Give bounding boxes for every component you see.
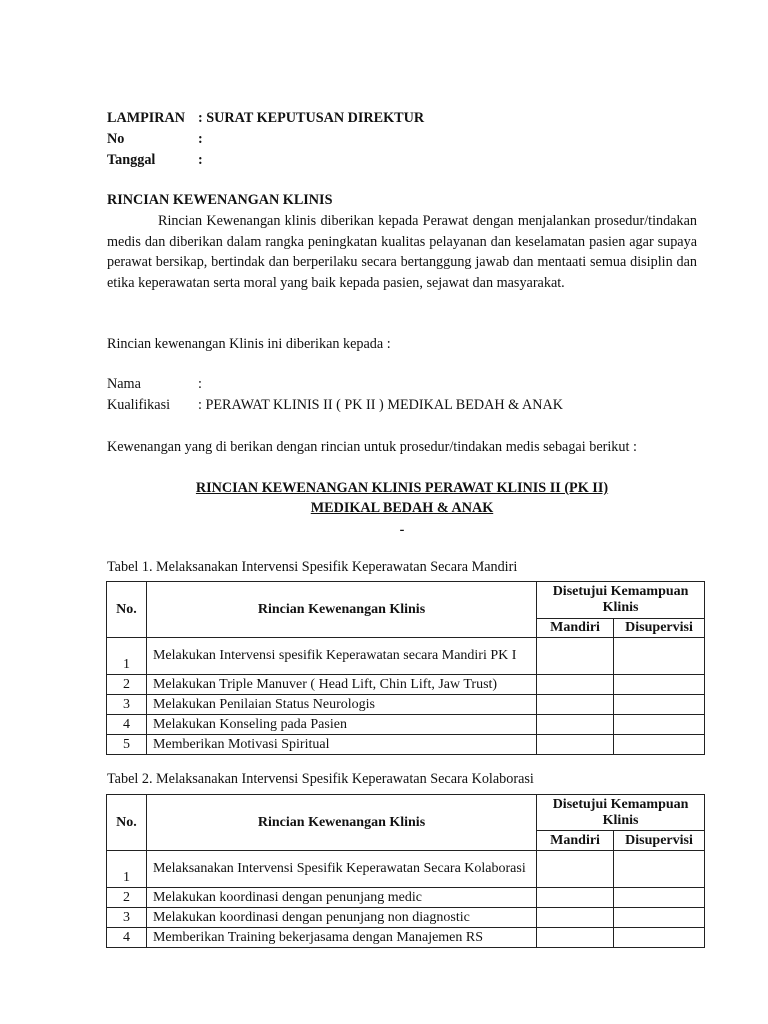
row-text: Melakukan koordinasi dengan penunjang non diagnostic xyxy=(146,908,536,928)
table-row xyxy=(107,675,705,695)
row-number: 1 xyxy=(107,851,147,888)
header-disetujui: Disetujui Kemampuan Klinis xyxy=(537,795,705,831)
disupervisi-cell xyxy=(614,928,705,948)
row-number: 4 xyxy=(107,715,147,735)
table-row xyxy=(107,928,705,948)
mandiri-cell xyxy=(537,695,614,715)
mandiri-cell xyxy=(537,908,614,928)
mandiri-cell xyxy=(537,675,614,695)
lampiran-label: LAMPIRAN xyxy=(107,110,186,126)
disupervisi-cell xyxy=(614,908,705,928)
disupervisi-cell xyxy=(614,888,705,908)
intro-paragraph: Rincian Kewenangan klinis diberikan kepada Perawat dengan menjalankan prosedur/tindakan medis dan diberikan dalam rangka peningkatan kualitas pelayanan dan keselamatan pasien agar supaya perawat bersikap, bertindak dan berperilaku secara bertanggung jawab dan mentaati semua disiplin dan etika keperawatan serta moral yang baik kepada pasien, sejawat dan masyarakat. xyxy=(107,213,697,291)
table1-caption: Tabel 1. Melaksanakan Intervensi Spesifik Keperawatan Secara Mandiri xyxy=(107,559,518,575)
table1 xyxy=(106,581,705,755)
lampiran-value: : SURAT KEPUTUSAN DIREKTUR xyxy=(198,110,425,126)
main-title-line1: RINCIAN KEWENANGAN KLINIS PERAWAT KLINIS II (PK II) xyxy=(195,480,609,496)
tanggal-value: : xyxy=(198,152,203,168)
main-title-line2: MEDIKAL BEDAH & ANAK xyxy=(310,500,494,516)
row-text: Melakukan Intervensi spesifik Keperawatan secara Mandiri PK I xyxy=(146,638,536,675)
main-title-dash: - xyxy=(399,522,405,538)
disupervisi-cell xyxy=(614,715,705,735)
row-number: 4 xyxy=(107,928,147,948)
table-row xyxy=(107,735,705,755)
details-intro: Kewenangan yang di berikan dengan rincian untuk prosedur/tindakan medis sebagai berikut : xyxy=(107,439,637,455)
mandiri-cell xyxy=(537,735,614,755)
header-rincian: Rincian Kewenangan Klinis xyxy=(146,795,536,851)
kualifikasi-label: Kualifikasi xyxy=(107,397,171,413)
section-title: RINCIAN KEWENANGAN KLINIS xyxy=(107,192,333,208)
header-no: No. xyxy=(107,582,147,638)
table-row xyxy=(107,888,705,908)
mandiri-cell xyxy=(537,928,614,948)
disupervisi-cell xyxy=(614,675,705,695)
nama-label: Nama xyxy=(107,376,141,392)
row-text: Melakukan Konseling pada Pasien xyxy=(146,715,536,735)
row-number: 2 xyxy=(107,888,147,908)
no-label: No xyxy=(107,131,125,147)
disupervisi-cell xyxy=(614,638,705,675)
disupervisi-cell xyxy=(614,851,705,888)
row-text: Melaksanakan Intervensi Spesifik Keperawatan Secara Kolaborasi xyxy=(146,851,536,888)
table-row xyxy=(107,695,705,715)
table2-caption: Tabel 2. Melaksanakan Intervensi Spesifik Keperawatan Secara Kolaborasi xyxy=(107,771,534,787)
row-number: 3 xyxy=(107,695,147,715)
row-text: Melakukan Penilaian Status Neurologis xyxy=(146,695,536,715)
row-text: Memberikan Motivasi Spiritual xyxy=(146,735,536,755)
header-disetujui: Disetujui Kemampuan Klinis xyxy=(537,582,705,619)
row-text: Melakukan Triple Manuver ( Head Lift, Chin Lift, Jaw Trust) xyxy=(146,675,536,695)
table-row xyxy=(107,638,705,675)
header-mandiri: Mandiri xyxy=(537,831,614,851)
header-disupervisi: Disupervisi xyxy=(614,831,705,851)
disupervisi-cell xyxy=(614,735,705,755)
table-row xyxy=(107,715,705,735)
disupervisi-cell xyxy=(614,695,705,715)
mandiri-cell xyxy=(537,638,614,675)
tanggal-label: Tanggal xyxy=(107,152,156,168)
given-to-text: Rincian kewenangan Klinis ini diberikan kepada : xyxy=(107,336,391,352)
mandiri-cell xyxy=(537,851,614,888)
mandiri-cell xyxy=(537,888,614,908)
row-text: Memberikan Training bekerjasama dengan Manajemen RS xyxy=(146,928,536,948)
nama-value: : xyxy=(198,376,202,392)
row-number: 2 xyxy=(107,675,147,695)
table-row xyxy=(107,908,705,928)
row-number: 3 xyxy=(107,908,147,928)
no-value: : xyxy=(198,131,203,147)
mandiri-cell xyxy=(537,715,614,735)
row-text: Melakukan koordinasi dengan penunjang medic xyxy=(146,888,536,908)
kualifikasi-value: : PERAWAT KLINIS II ( PK II ) MEDIKAL BEDAH & ANAK xyxy=(198,397,563,413)
header-rincian: Rincian Kewenangan Klinis xyxy=(146,582,536,638)
row-number: 1 xyxy=(107,638,147,675)
header-mandiri: Mandiri xyxy=(537,619,614,638)
table-row xyxy=(107,851,705,888)
row-number: 5 xyxy=(107,735,147,755)
table2 xyxy=(106,794,705,948)
header-disupervisi: Disupervisi xyxy=(614,619,705,638)
header-no: No. xyxy=(107,795,147,851)
